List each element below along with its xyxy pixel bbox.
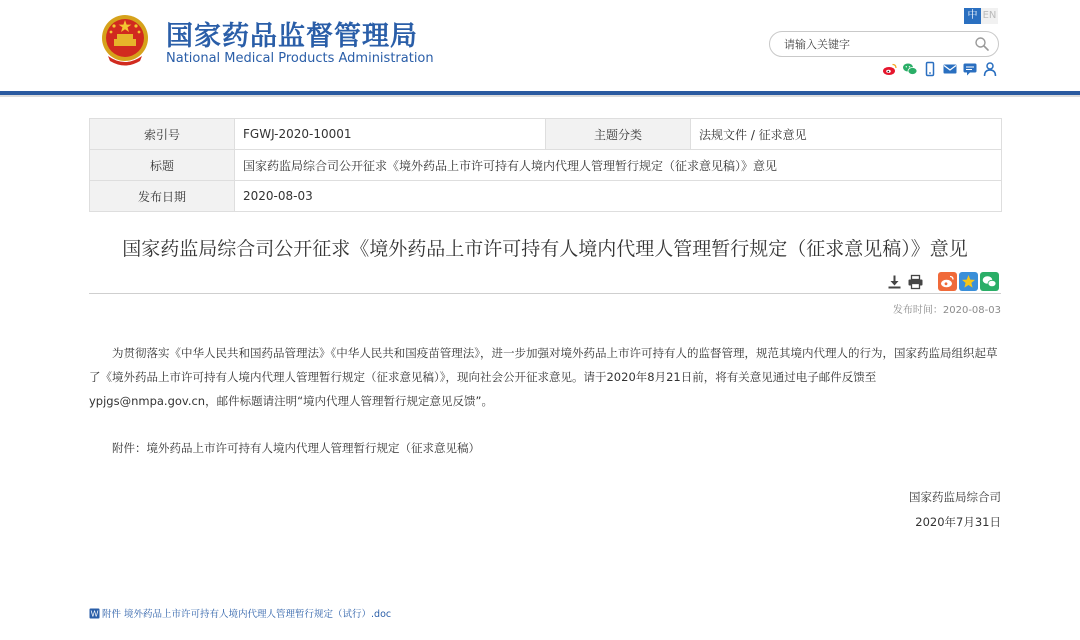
share-wechat-icon[interactable] xyxy=(980,272,999,291)
publish-date-value: 2020-08-03 xyxy=(235,181,1002,212)
message-icon[interactable] xyxy=(962,61,978,77)
publish-time: 发布时间：2020-08-03 xyxy=(892,305,1001,316)
attachment-download-link[interactable] xyxy=(89,606,391,620)
signature-date: 2020年7月31日 xyxy=(915,515,1001,529)
social-share-bar xyxy=(882,61,998,77)
attachment-note: 附件：境外药品上市许可持有人境内代理人管理暂行规定（征求意见稿） xyxy=(112,441,480,455)
header-divider-shadow xyxy=(0,95,1080,97)
lang-en-button[interactable]: EN xyxy=(981,8,998,24)
article-title: 国家药监局综合司公开征求《境外药品上市许可持有人境内代理人管理暂行规定（征求意见稿）》意见 xyxy=(122,238,968,260)
site-header xyxy=(0,0,1080,92)
lang-zh-button[interactable]: 中 xyxy=(964,8,981,24)
category-label: 主题分类 xyxy=(546,119,691,150)
weibo-icon[interactable] xyxy=(882,61,898,77)
mobile-icon[interactable] xyxy=(922,61,938,77)
site-title-cn[interactable]: 国家药品监督管理局 xyxy=(166,21,418,52)
search-box xyxy=(769,31,999,57)
svg-text:W: W xyxy=(90,609,99,618)
site-title-en[interactable]: National Medical Products Administration xyxy=(166,51,434,66)
print-icon[interactable] xyxy=(907,274,924,290)
table-row xyxy=(90,150,1002,181)
title-value: 国家药监局综合司公开征求《境外药品上市许可持有人境内代理人管理暂行规定（征求意见稿）》意见 xyxy=(235,150,1002,181)
signature-organization: 国家药监局综合司 xyxy=(909,490,1001,504)
wechat-icon[interactable] xyxy=(902,61,918,77)
article-toolbar xyxy=(886,272,999,291)
search-icon[interactable] xyxy=(974,36,990,52)
category-value: 法规文件 / 征求意见 xyxy=(691,119,1002,150)
title-divider xyxy=(89,293,1001,294)
search-input[interactable] xyxy=(784,36,964,52)
title-label: 标题 xyxy=(90,150,235,181)
article-body xyxy=(89,341,1002,413)
national-emblem-logo[interactable] xyxy=(100,12,150,66)
publish-date-label: 发布日期 xyxy=(90,181,235,212)
language-switch xyxy=(964,8,998,24)
document-info-table xyxy=(89,118,1002,212)
word-file-icon xyxy=(89,608,100,619)
table-row xyxy=(90,119,1002,150)
user-icon[interactable] xyxy=(982,61,998,77)
share-qzone-icon[interactable] xyxy=(959,272,978,291)
attachment-file-name[interactable]: 附件 境外药品上市许可持有人境内代理人管理暂行规定（试行）.doc xyxy=(102,609,392,620)
index-number-label: 索引号 xyxy=(90,119,235,150)
index-number-value: FGWJ-2020-10001 xyxy=(235,119,546,150)
download-icon[interactable] xyxy=(886,274,903,290)
table-row xyxy=(90,181,1002,212)
share-weibo-icon[interactable] xyxy=(938,272,957,291)
email-icon[interactable] xyxy=(942,61,958,77)
article-paragraph: 为贯彻落实《中华人民共和国药品管理法》《中华人民共和国疫苗管理法》，进一步加强对境外药品上市许可持有人的监督管理，规范其境内代理人的行为，国家药监局组织起草了《境外药品上市许可持有人境内代理人管理暂行规定（征求意见稿）》，现向社会公开征求意见。请于2020年8月21日前，将有关意见通过电子邮件反馈至ypjgs@nmpa.gov.cn，邮件标题请注明“境内代理人管理暂行规定意见反馈”。 xyxy=(89,346,998,408)
